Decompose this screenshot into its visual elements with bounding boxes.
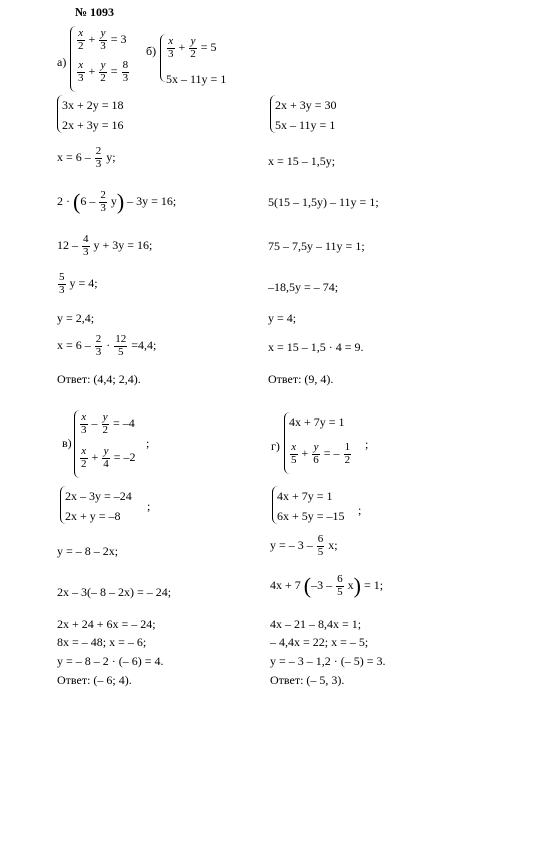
part-v-system-eq1: $\frac{x}{3}$ – $\frac{y}{2}$ = –4: [81, 411, 135, 436]
part-g-system2-eq1: 4x + 7y = 1: [277, 489, 333, 503]
part-g-line5: 4x – 21 – 8,4x = 1;: [270, 617, 362, 631]
part-b-line3: x = 15 – 1,5y;: [268, 154, 336, 168]
part-a-line3: x = 6 – $\frac{2}{3}$ y;: [57, 145, 116, 170]
part-v-system2-eq1: 2x – 3y = –24: [65, 489, 132, 503]
part-a-system-eq1: $\frac{x}{2}$ + $\frac{y}{3}$ = 3: [78, 27, 127, 52]
part-b-line4: 5(15 – 1,5y) – 11y = 1;: [268, 195, 379, 209]
part-v-line3: y = – 8 – 2x;: [57, 544, 119, 558]
part-v-system-tail: ;: [146, 436, 150, 450]
part-b-system-eq2: 5x – 11y = 1: [166, 72, 227, 86]
part-b-label: б): [146, 44, 157, 58]
part-v-system2-eq2: 2x + y = –8: [65, 509, 121, 523]
part-b-line6: –18,5y = – 74;: [268, 280, 339, 294]
part-b-answer: Ответ: (9, 4).: [268, 372, 334, 386]
part-v-label: в): [62, 436, 72, 450]
part-a-answer: Ответ: (4,4; 2,4).: [57, 372, 141, 386]
part-v-line4: 2x – 3(– 8 – 2x) = – 24;: [57, 585, 172, 599]
part-a-line6: $\frac{5}{3}$ y = 4;: [59, 271, 98, 296]
part-v-line7: y = – 8 – 2 · (– 6) = 4.: [57, 654, 164, 668]
part-g-label: г): [271, 439, 280, 453]
part-a-system-eq2: $\frac{x}{3}$ + $\frac{y}{2}$ = $\frac{8}{3}$: [78, 59, 129, 84]
part-g-answer: Ответ: (– 5, 3).: [270, 673, 345, 687]
part-g-line3: y = – 3 – $\frac{6}{5}$ x;: [270, 533, 338, 558]
part-g-line7: y = – 3 – 1,2 · (– 5) = 3.: [270, 654, 386, 668]
part-g-system-eq1: 4x + 7y = 1: [289, 415, 345, 429]
part-v-line5: 2x + 24 + 6x = – 24;: [57, 617, 156, 631]
part-a-line7: y = 2,4;: [57, 311, 95, 325]
part-a-line5: 12 – $\frac{4}{3}$ y + 3y = 16;: [57, 233, 153, 258]
part-g-line4: 4x + 7 (–3 – $\frac{6}{5}$ x) = 1;: [270, 573, 384, 599]
part-g-system-tail: ;: [365, 437, 369, 451]
part-g-line6: – 4,4x = 22; x = – 5;: [270, 635, 369, 649]
part-a-system2-eq2: 2x + 3y = 16: [62, 118, 124, 132]
part-v-line6: 8x = – 48; x = – 6;: [57, 635, 147, 649]
exercise-number: № 1093: [75, 5, 115, 19]
part-a-label: а): [57, 55, 67, 69]
part-a-line8: x = 6 – $\frac{2}{3}$ · $\frac{12}{5}$ =4,4;: [57, 333, 157, 358]
part-b-line7: y = 4;: [268, 311, 297, 325]
part-v-system-eq2: $\frac{x}{2}$ + $\frac{y}{4}$ = –2: [81, 445, 136, 470]
part-g-system-eq2: $\frac{x}{5}$ + $\frac{y}{6}$ = – $\frac{1}{2}$: [291, 441, 351, 466]
part-b-system2-eq1: 2x + 3y = 30: [275, 98, 337, 112]
part-a-system2-eq1: 3x + 2y = 18: [62, 98, 124, 112]
part-v-answer: Ответ: (– 6; 4).: [57, 673, 132, 687]
part-g-system2-tail: ;: [358, 503, 362, 517]
part-b-system2-eq2: 5x – 11y = 1: [275, 118, 336, 132]
part-a-line4: 2 · (6 – $\frac{2}{3}$ y) – 3y = 16;: [57, 189, 177, 215]
part-b-line8: x = 15 – 1,5 · 4 = 9.: [268, 340, 364, 354]
part-b-system-eq1: $\frac{x}{3}$ + $\frac{y}{2}$ = 5: [168, 35, 217, 60]
part-v-system2-tail: ;: [147, 499, 151, 513]
part-b-line5: 75 – 7,5y – 11y = 1;: [268, 239, 365, 253]
part-g-system2-eq2: 6x + 5y = –15: [277, 509, 345, 523]
